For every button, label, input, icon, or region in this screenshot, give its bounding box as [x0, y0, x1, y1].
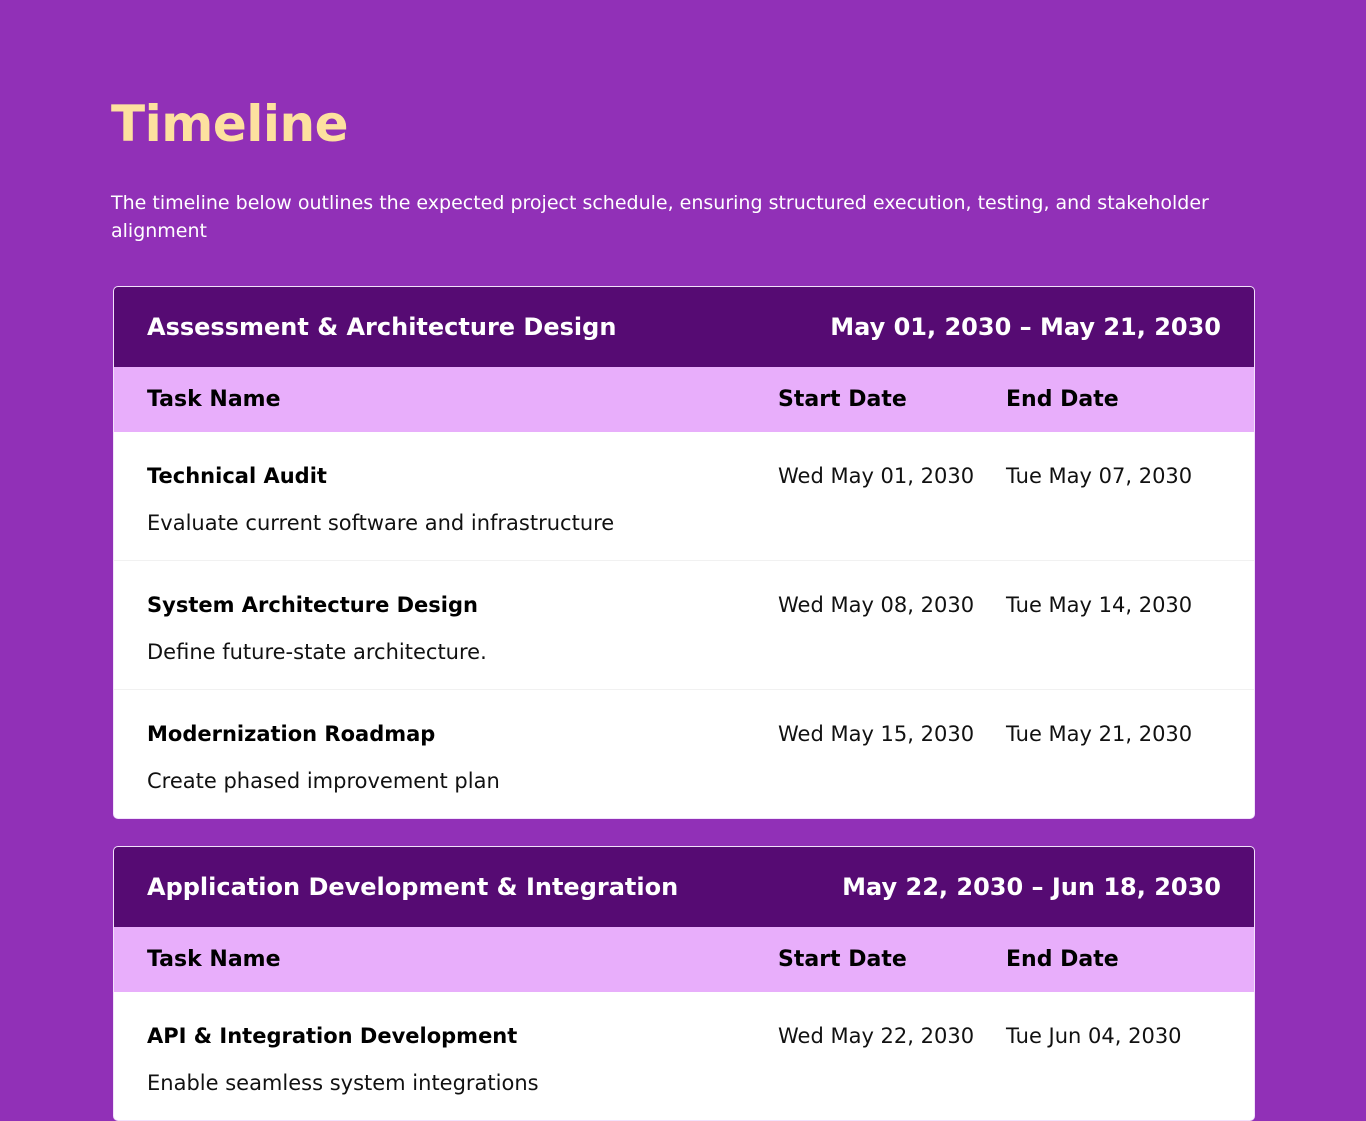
column-header-start: Start Date — [778, 947, 907, 972]
task-name-cell — [147, 719, 778, 818]
task-start-date: Wed May 08, 2030 — [778, 593, 975, 617]
task-end-date: Tue May 21, 2030 — [1006, 722, 1193, 746]
task-description: Enable seamless system integrations — [147, 1071, 539, 1095]
task-title: Modernization Roadmap — [147, 722, 436, 746]
column-header-task: Task Name — [147, 947, 281, 972]
column-header-end: End Date — [1006, 947, 1119, 972]
task-start-date: Wed May 22, 2030 — [778, 1024, 975, 1048]
table-row — [114, 561, 1254, 690]
task-title: API & Integration Development — [147, 1024, 518, 1048]
phase-header — [114, 287, 1254, 367]
intro-paragraph: The timeline below outlines the expected project schedule, ensuring structured execution, testing, and stakeholder alignment — [111, 192, 1209, 242]
task-start-date: Wed May 15, 2030 — [778, 722, 975, 746]
task-description: Create phased improvement plan — [147, 769, 500, 793]
column-header-task: Task Name — [147, 387, 281, 412]
task-name-cell — [147, 590, 778, 689]
table-header — [114, 367, 1254, 432]
phase-date-range: May 22, 2030 – Jun 18, 2030 — [842, 873, 1221, 901]
task-start-date: Wed May 01, 2030 — [778, 464, 975, 488]
task-end-date: Tue May 07, 2030 — [1006, 464, 1193, 488]
table-row — [114, 690, 1254, 818]
task-title: Technical Audit — [147, 464, 327, 488]
task-description: Define future-state architecture. — [147, 640, 487, 664]
task-end-date: Tue May 14, 2030 — [1006, 593, 1193, 617]
table-row — [114, 992, 1254, 1120]
phase-name: Assessment & Architecture Design — [147, 313, 617, 341]
task-end-date: Tue Jun 04, 2030 — [1006, 1024, 1182, 1048]
task-name-cell — [147, 461, 778, 560]
task-name-cell — [147, 1021, 778, 1120]
table-row — [114, 432, 1254, 561]
phase-header — [114, 847, 1254, 927]
column-header-start: Start Date — [778, 387, 907, 412]
phase-date-range: May 01, 2030 – May 21, 2030 — [830, 313, 1221, 341]
task-description: Evaluate current software and infrastructure — [147, 511, 615, 535]
phase-card — [113, 846, 1255, 1121]
task-title: System Architecture Design — [147, 593, 478, 617]
page-title: Timeline — [111, 95, 349, 153]
phase-name: Application Development & Integration — [147, 873, 679, 901]
column-header-end: End Date — [1006, 387, 1119, 412]
table-header — [114, 927, 1254, 992]
phase-card — [113, 286, 1255, 819]
